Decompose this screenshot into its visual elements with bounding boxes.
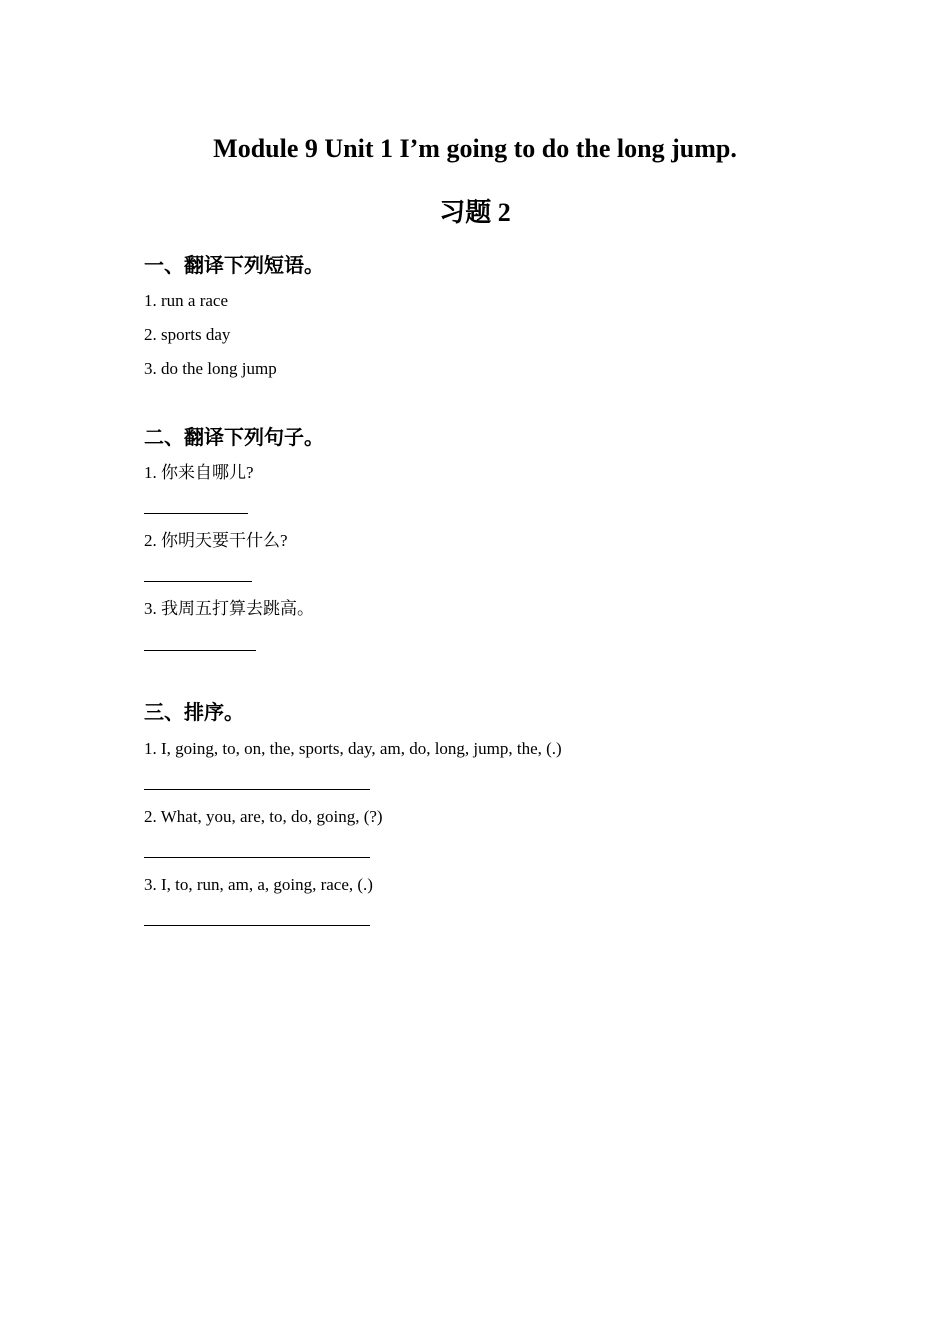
section-2-item-2: 2. 你明天要干什么?	[144, 531, 288, 550]
answer-line[interactable]	[144, 925, 370, 926]
section-1-item-3: 3. do the long jump	[144, 359, 277, 378]
section-2-item-3: 3. 我周五打算去跳高。	[144, 599, 314, 618]
answer-line[interactable]	[144, 789, 370, 790]
answer-line[interactable]	[144, 857, 370, 858]
document-subtitle: 习题 2	[439, 198, 511, 227]
section-1-item-2: 2. sports day	[144, 325, 231, 344]
section-3-item-2: 2. What, you, are, to, do, going, (?)	[144, 807, 383, 826]
section-1-item-1: 1. run a race	[144, 291, 229, 310]
section-2-heading: 二、翻译下列句子。	[144, 425, 324, 449]
answer-line[interactable]	[144, 513, 248, 514]
answer-line[interactable]	[144, 581, 252, 582]
section-1-heading: 一、翻译下列短语。	[144, 253, 324, 277]
section-3-item-3: 3. I, to, run, am, a, going, race, (.)	[144, 875, 373, 894]
answer-line[interactable]	[144, 650, 256, 651]
section-2-item-1: 1. 你来自哪儿?	[144, 463, 254, 482]
section-3-item-1: 1. I, going, to, on, the, sports, day, am, do, long, jump, the, (.)	[144, 739, 562, 758]
section-3-heading: 三、排序。	[144, 700, 244, 724]
document-title: Module 9 Unit 1 I’m going to do the long jump.	[213, 134, 737, 163]
